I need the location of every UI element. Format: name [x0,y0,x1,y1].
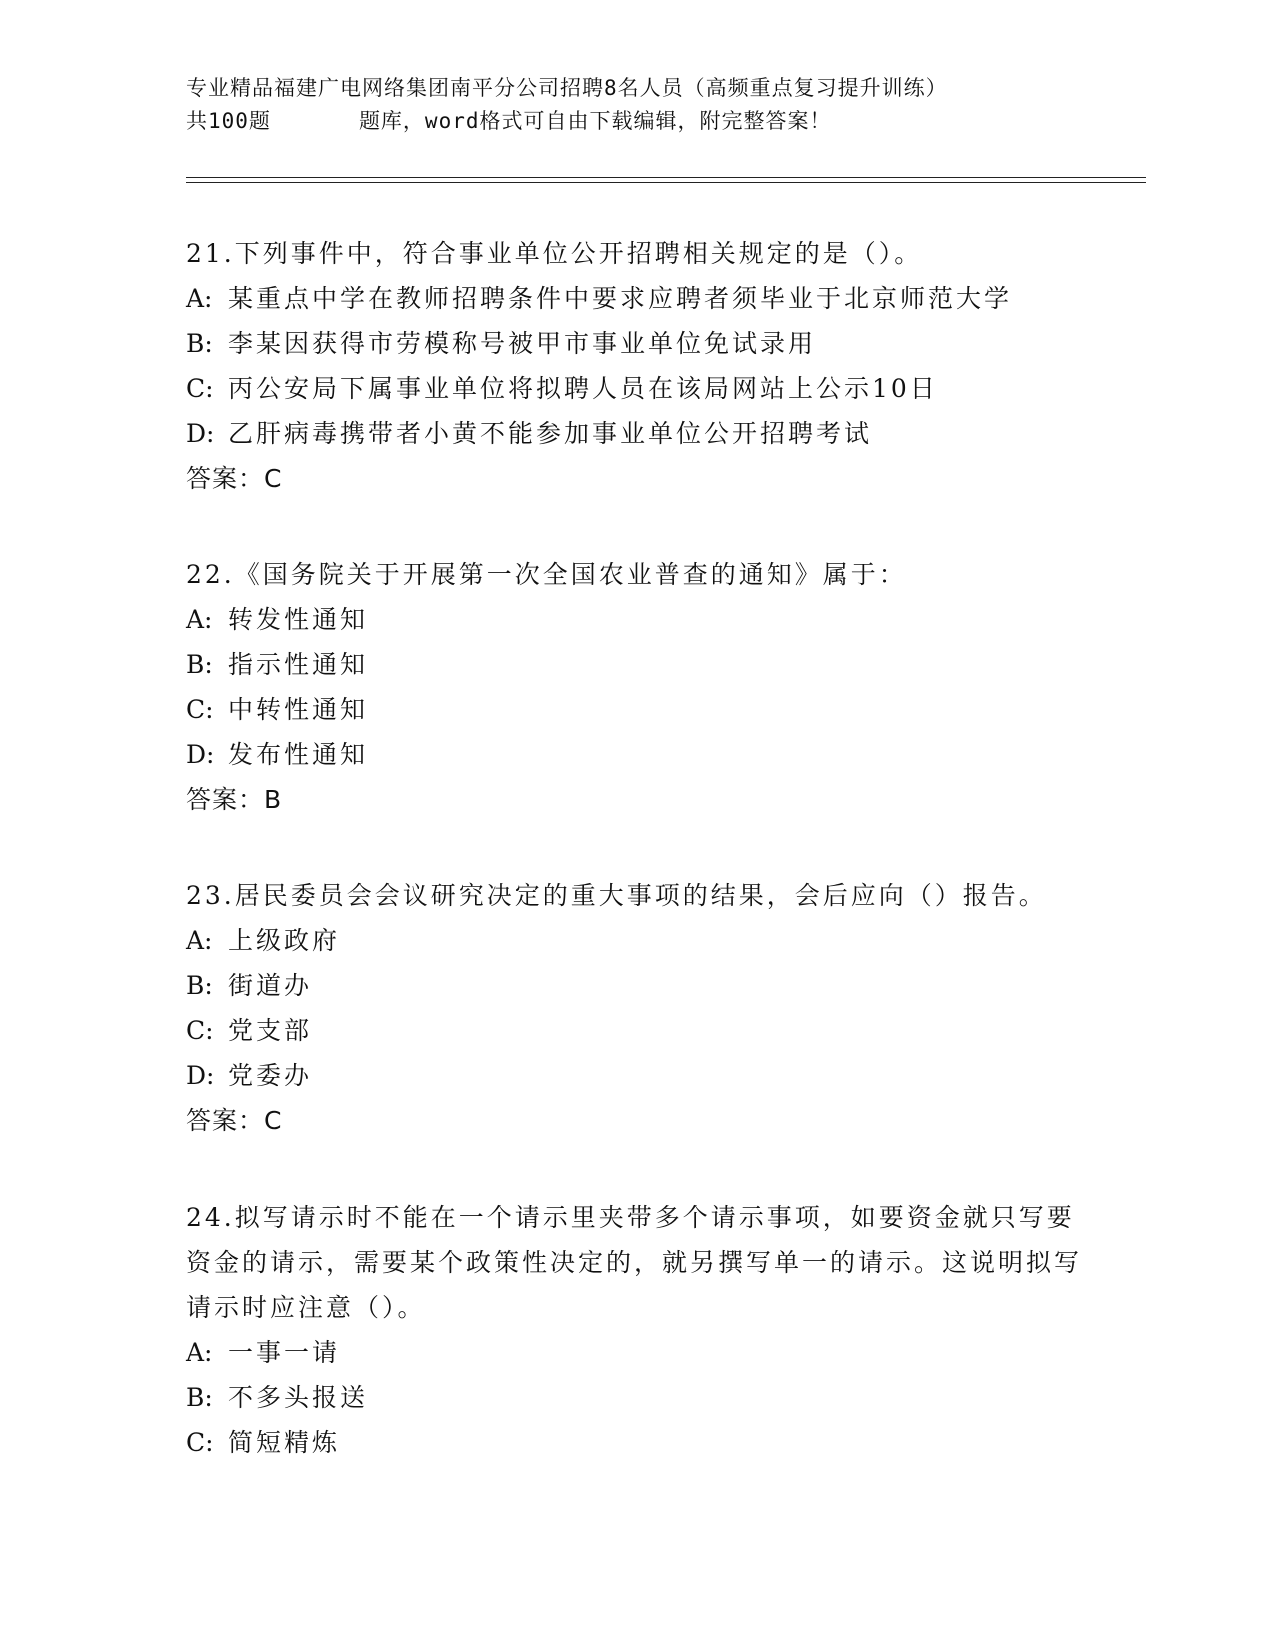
option-letter: C: [186,374,214,403]
option-c [186,1008,1086,1053]
option-b [186,321,1086,366]
answer: 答案：B [186,785,283,814]
answer: 答案：C [186,1106,283,1135]
option-letter: A: [186,284,213,313]
option-a [186,276,1086,321]
option-b [186,963,1086,1008]
option-letter: C: [186,695,214,724]
option-text: 李某因获得市劳模称号被甲市事业单位免试录用 [228,329,817,358]
option-letter: B: [186,1383,213,1412]
option-b [186,1375,1086,1420]
document-header [186,72,1086,138]
header-divider-top [186,177,1146,178]
header-description: 题库，word格式可自由下载编辑，附完整答案！ [358,109,832,133]
header-question-count: 共100题 [186,109,271,133]
option-text: 转发性通知 [228,605,369,634]
option-text: 一事一请 [228,1338,341,1367]
option-c [186,1420,1086,1465]
option-b [186,642,1086,687]
option-letter: C: [186,1428,214,1457]
question-stem: 24.拟写请示时不能在一个请示里夹带多个请示事项，如要资金就只写要资金的请示，需要某个政策性决定的，就另撰写单一的请示。这说明拟写请示时应注意（）。 [186,1203,1083,1322]
option-letter: D: [186,419,215,448]
option-d [186,732,1086,777]
option-text: 党委办 [228,1061,313,1090]
option-a [186,1330,1086,1375]
option-letter: A: [186,605,213,634]
option-text: 简短精炼 [228,1428,341,1457]
option-c [186,366,1086,411]
option-d [186,411,1086,456]
option-text: 某重点中学在教师招聘条件中要求应聘者须毕业于北京师范大学 [228,284,1013,313]
question-22 [186,552,1086,822]
option-letter: A: [186,1338,213,1367]
option-text: 不多头报送 [228,1383,369,1412]
option-text: 党支部 [228,1016,313,1045]
option-text: 发布性通知 [228,740,369,769]
option-a [186,597,1086,642]
option-c [186,687,1086,732]
header-subtitle [186,105,1086,138]
option-a [186,918,1086,963]
question-stem: 21.下列事件中，符合事业单位公开招聘相关规定的是（）。 [186,239,923,268]
option-letter: D: [186,740,215,769]
option-letter: B: [186,650,213,679]
option-text: 上级政府 [228,926,341,955]
option-text: 乙肝病毒携带者小黄不能参加事业单位公开招聘考试 [228,419,873,448]
option-d [186,1053,1086,1098]
header-divider-bottom [186,182,1146,183]
option-text: 中转性通知 [228,695,369,724]
question-21 [186,231,1086,501]
option-text: 丙公安局下属事业单位将拟聘人员在该局网站上公示10日 [228,374,938,403]
option-letter: A: [186,926,213,955]
question-23 [186,873,1086,1143]
answer: 答案：C [186,464,283,493]
option-text: 街道办 [228,971,313,1000]
option-letter: B: [186,971,213,1000]
header-title: 专业精品福建广电网络集团南平分公司招聘8名人员（高频重点复习提升训练） [186,76,948,100]
question-stem: 23.居民委员会会议研究决定的重大事项的结果，会后应向（）报告。 [186,881,1047,910]
option-text: 指示性通知 [228,650,369,679]
option-letter: D: [186,1061,215,1090]
question-stem: 22.《国务院关于开展第一次全国农业普查的通知》属于： [186,560,907,589]
question-24 [186,1195,1086,1465]
option-letter: B: [186,329,213,358]
option-letter: C: [186,1016,214,1045]
